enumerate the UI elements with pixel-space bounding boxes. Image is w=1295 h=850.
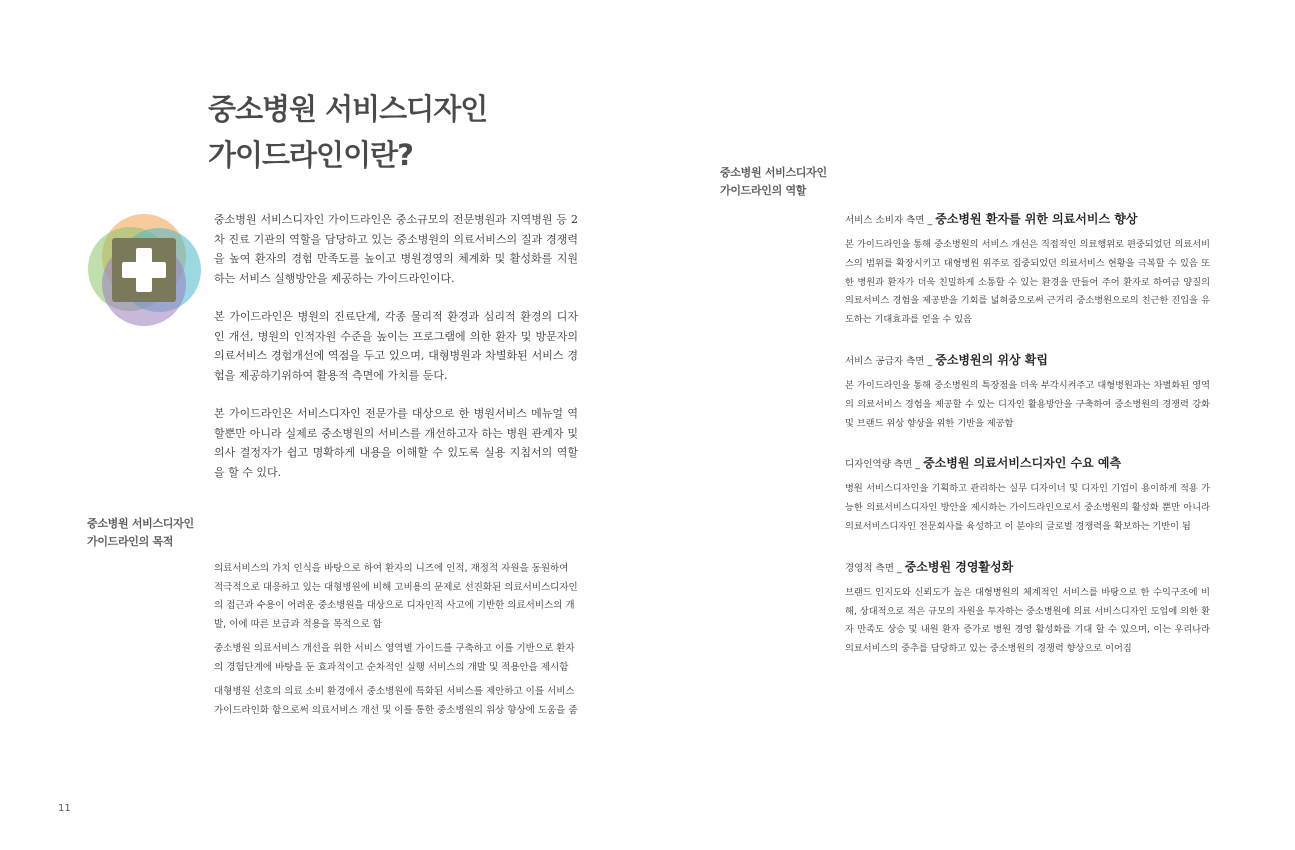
purpose-paragraph: 중소병원 의료서비스 개선을 위한 서비스 영역별 가이드를 구축하고 이를 기반으로 환자의 경험단계에 바탕을 둔 효과적이고 순차적인 실행 서비스의 개발 및 적용안을 제시함 <box>214 643 575 673</box>
intro-paragraph: 본 가이드라인은 병원의 진료단계, 각종 물리적 환경과 심리적 환경의 디자인 개선, 병원의 인적자원 수준을 높이는 프로그램에 의한 환자 및 방문자의 의료서비스 경험개선에 역점을 두고 있으며, 대형병원과 차별화된 서비스 경험을 제공하기위하여 활용적 측면에 가치를 둔다. <box>214 310 578 382</box>
cross-horizontal <box>122 262 166 278</box>
role-aspect: 서비스 소비자 측면 _ <box>845 215 936 226</box>
role-body: 본 가이드라인을 통해 중소병원의 특장점을 더욱 부각시켜주고 대형병원과는 차별화된 영역의 의료서비스 경험을 제공할 수 있는 디자인 활용방안을 구축하여 중소병원의 경쟁력 강화 및 브랜드 위상 향상을 위한 기반을 제공함 <box>845 379 1210 429</box>
role-aspect: 경영적 측면 _ <box>845 562 905 574</box>
role-heading <box>845 208 1210 232</box>
page-number: 11 <box>58 803 71 814</box>
title-line-2: 가이드라인이란? <box>208 138 413 172</box>
purpose-label-line-2: 가이드라인의 목적 <box>87 535 174 548</box>
roles-list <box>845 208 1210 678</box>
role-aspect: 서비스 공급자 측면 _ <box>845 355 936 367</box>
purpose-paragraph: 의료서비스의 가치 인식을 바탕으로 하여 환자의 니즈에 인적, 재정적 자원을 동원하여 적극적으로 대응하고 있는 대형병원에 비해 고비용의 문제로 선진화된 의료서비스디자인의 접근과 수용이 어려운 중소병원을 대상으로 디자인적 사고에 기반한 의료서비스의 개발, 이에 따른 보급과 적용을 목적으로 함 <box>214 563 578 630</box>
role-item <box>845 349 1210 433</box>
role-section-label <box>720 164 827 200</box>
role-title: 중소병원 경영활성화 <box>904 559 1014 574</box>
role-title: 중소병원 환자를 위한 의료서비스 향상 <box>935 212 1138 226</box>
role-body: 병원 서비스디자인을 기획하고 관리하는 실무 디자이너 및 디자인 기업이 용이하게 적용 가능한 의료서비스디자인 방안을 제시하는 가이드라인으로서 중소병원의 활성화 뿐만 아니라 의료서비스디자인 전문회사를 육성하고 이 분야의 글로벌 경쟁력을 확보하는 기반이 됨 <box>845 483 1210 532</box>
intro-paragraph: 본 가이드라인은 서비스디자인 전문가를 대상으로 한 병원서비스 메뉴얼 역할뿐만 아니라 실제로 중소병원의 서비스를 개선하고자 하는 병원 관계자 및 의사 결정자가 쉽고 명확하게 내용을 이해할 수 있도록 실용 지침서의 역할을 할 수 있다. <box>214 407 578 479</box>
role-label-line-1: 중소병원 서비스디자인 <box>720 166 827 179</box>
medical-cross-icon <box>86 212 206 332</box>
role-item <box>845 556 1210 659</box>
page-title <box>208 86 487 178</box>
role-title: 중소병원의 위상 확립 <box>935 352 1048 367</box>
purpose-paragraph: 대형병원 선호의 의료 소비 환경에서 중소병원에 특화된 서비스를 제안하고 이를 서비스 가이드라인화 함으로써 의료서비스 개선 및 이를 통한 중소병원의 위상 향상에 도움을 줌 <box>214 686 578 716</box>
role-title: 중소병원 의료서비스디자인 수요 예측 <box>923 456 1122 471</box>
role-item <box>845 452 1210 536</box>
title-line-1: 중소병원 서비스디자인 <box>208 92 488 126</box>
purpose-section-label <box>87 515 194 551</box>
role-aspect: 디자인역량 측면 _ <box>845 459 924 471</box>
role-heading <box>845 452 1210 476</box>
role-body: 브랜드 인지도와 신뢰도가 높은 대형병원의 체계적인 서비스를 바탕으로 한 수익구조에 비해, 상대적으로 적은 규모의 자원을 투자하는 중소병원에 의료 서비스디자인 도입에 의한 환자 만족도 상승 및 내원 환자 증가로 병원 경영 활성화를 기대 할 수 있으며, 이는 우리나라 의료서비스의 중추를 담당하고 있는 중소병원의 경쟁력 향상으로 이어짐 <box>845 586 1210 655</box>
role-item <box>845 208 1210 330</box>
role-heading <box>845 556 1210 580</box>
role-heading <box>845 349 1210 373</box>
role-body: 본 가이드라인을 통해 중소병원의 서비스 개선은 직접적인 의료행위로 편중되었던 의료서비스의 범위를 확장시키고 대형병원 위주로 집중되었던 의료서비스 현황을 극복할 수 있음 또한 병원과 환자가 더욱 친밀하게 소통할 수 있는 환경을 만들어 주어 환자로 하여금 양질의 의료서비스 경험을 제공받을 기회를 넓혀줌으로써 근거리 중소병원으로의 친근한 진입을 유도하는 기대효과를 얻을 수 있음 <box>845 239 1210 326</box>
purpose-label-line-1: 중소병원 서비스디자인 <box>87 517 194 530</box>
role-label-line-2: 가이드라인의 역할 <box>720 184 807 197</box>
intro-text <box>214 210 578 501</box>
purpose-text <box>214 560 578 726</box>
intro-paragraph: 중소병원 서비스디자인 가이드라인은 중소규모의 전문병원과 지역병원 등 2차 진료 기관의 역할을 담당하고 있는 중소병원의 의료서비스의 질과 경쟁력을 높여 환자의 경험 만족도를 높이고 병원경영의 체계화 및 활성화를 지원하는 서비스 실행방안을 제공하는 가이드라인이다. <box>214 213 578 285</box>
